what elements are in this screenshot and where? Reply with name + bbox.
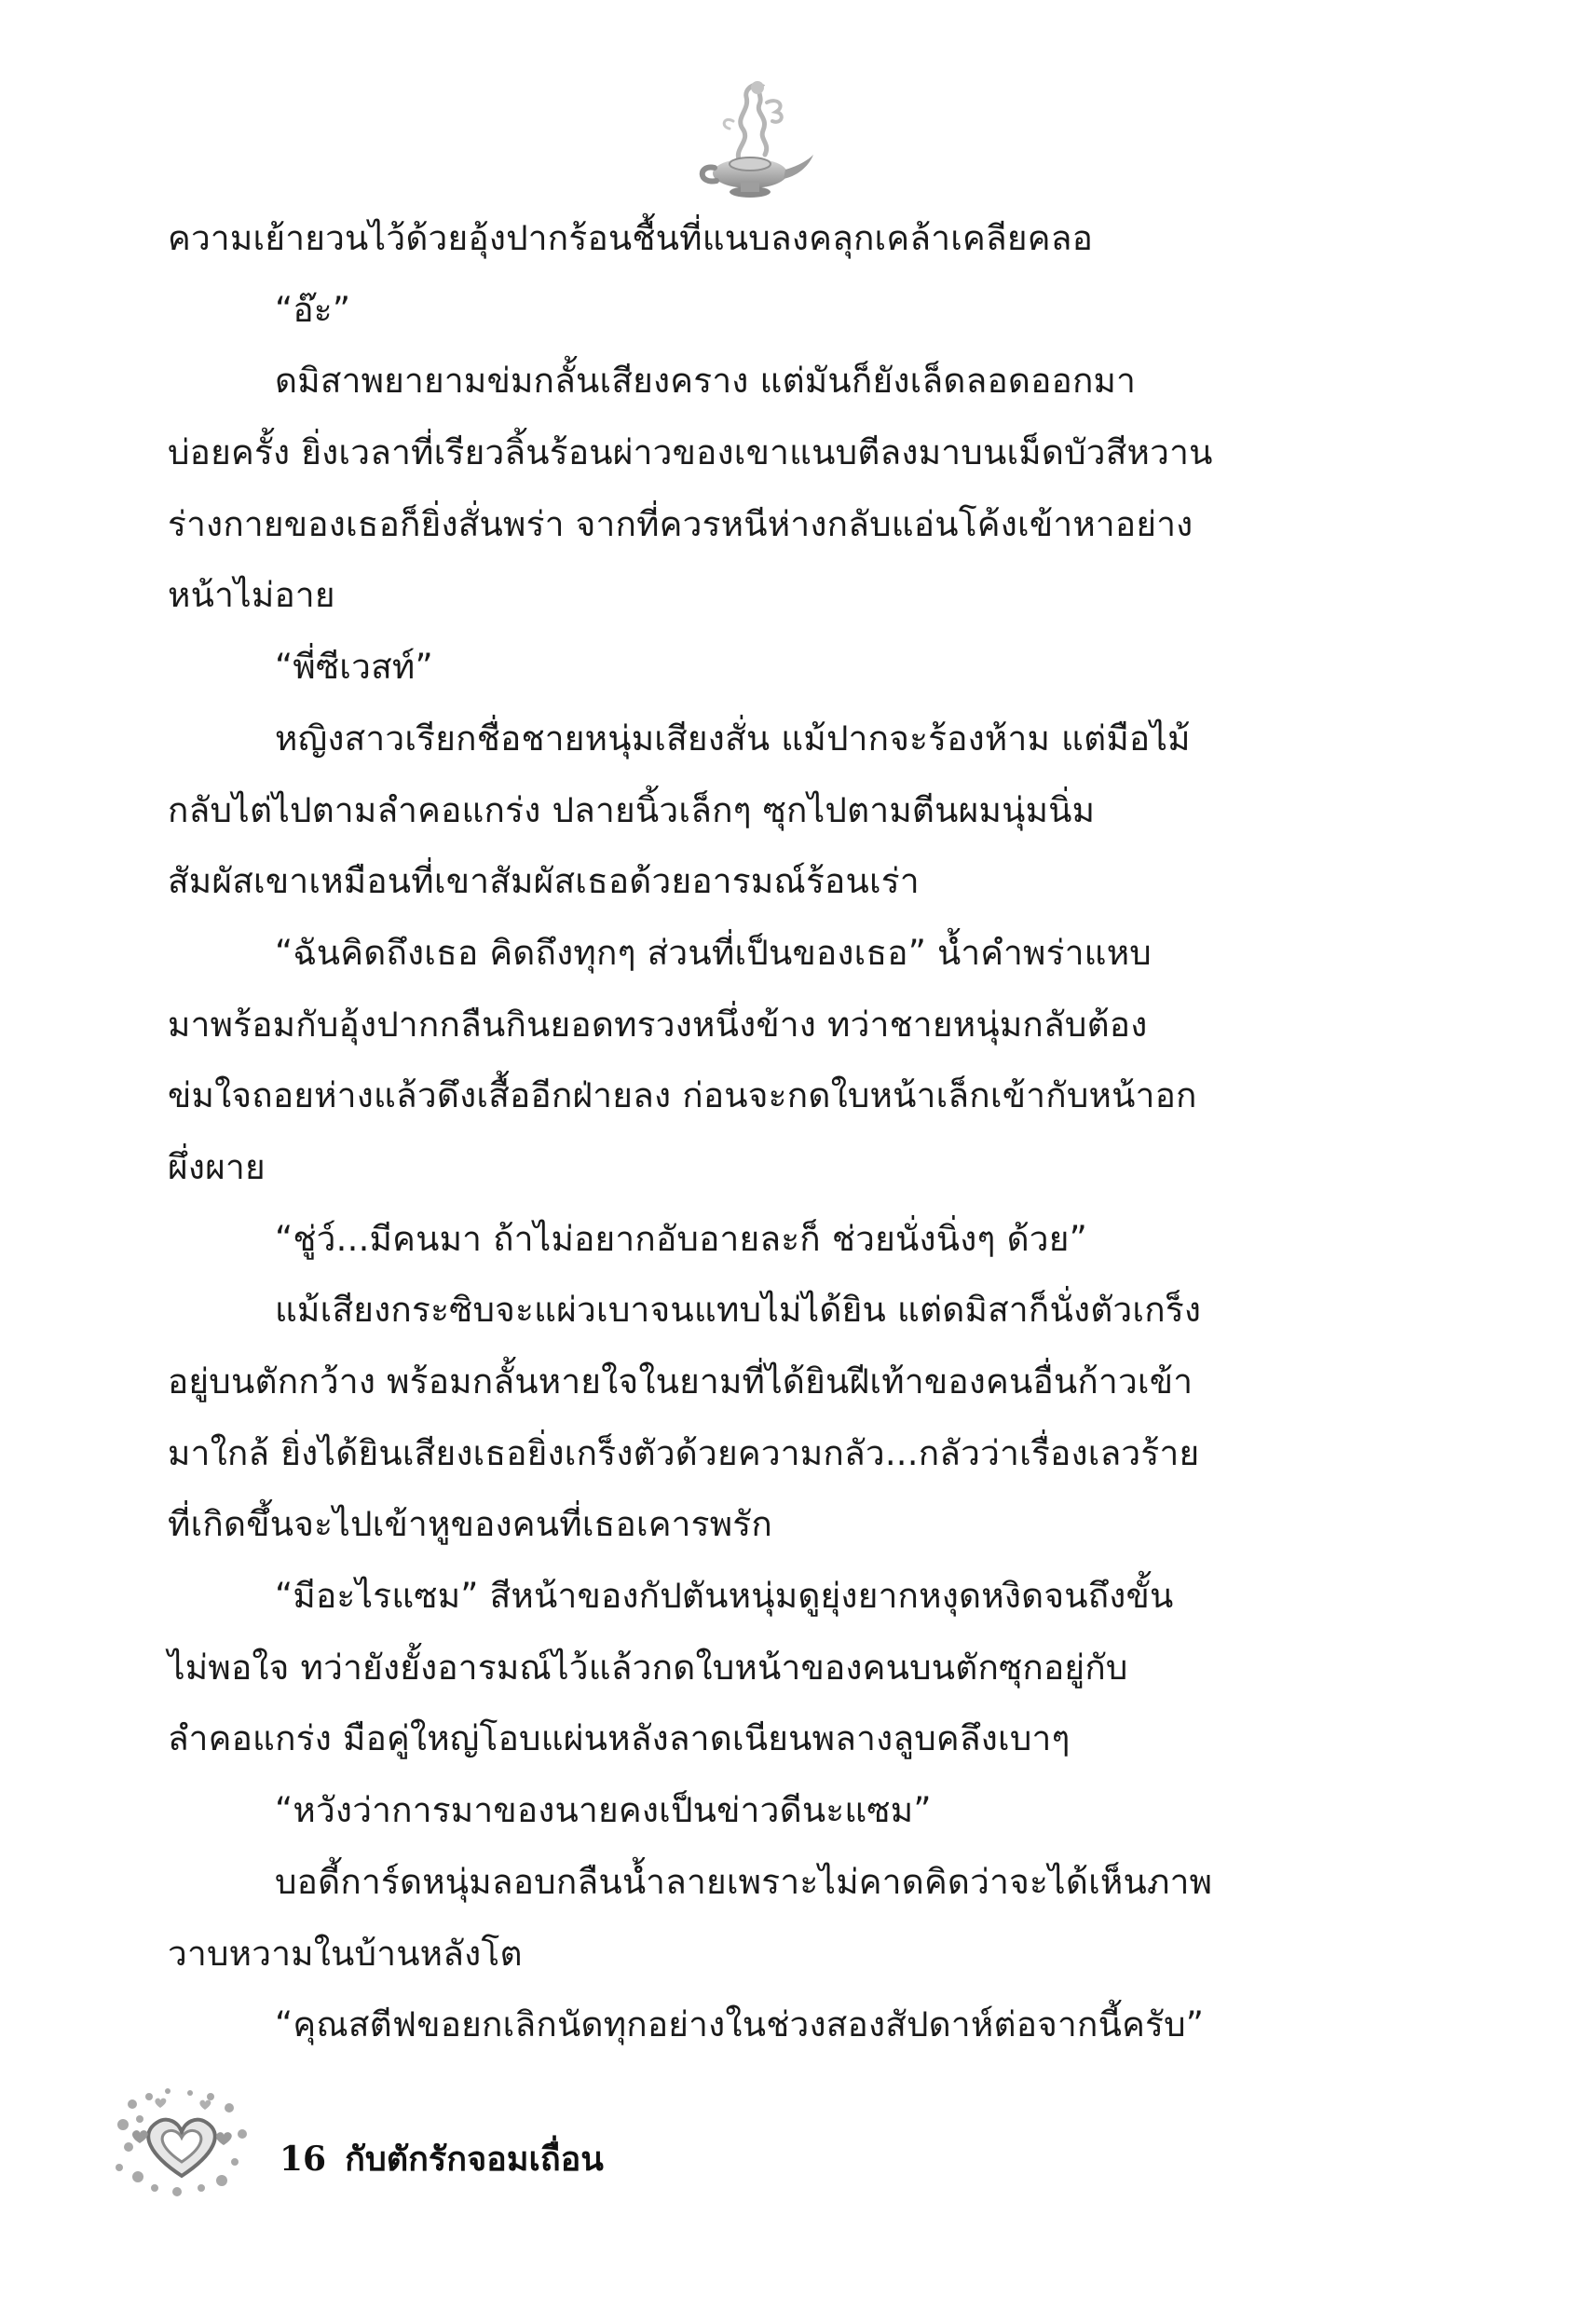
footer-label — [280, 2132, 604, 2185]
text-line: มาพร้อมกับอุ้งปากกลืนกินยอดทรวงหนึ่งข้าง ทว่าชายหนุ่มกลับต้อง — [168, 1004, 1148, 1045]
text-line: “มีอะไรแซม” สีหน้าของกัปตันหนุ่มดูยุ่งยากหงุดหงิดจนถึงขั้น — [275, 1576, 1174, 1617]
text-line: ผึ่งผาย — [168, 1146, 266, 1187]
text-line: วาบหวามในบ้านหลังโต — [168, 1933, 523, 1974]
body-text — [168, 203, 1337, 2061]
text-line: ไม่พอใจ ทว่ายังยั้งอารมณ์ไว้แล้วกดใบหน้าของคนบนตักซุกอยู่กับ — [168, 1647, 1128, 1688]
text-line: ที่เกิดขึ้นจะไปเข้าหูของคนที่เธอเคารพรัก — [168, 1504, 772, 1545]
text-line: ลำคอแกร่ง มือคู่ใหญ่โอบแผ่นหลังลาดเนียนพลางลูบคลึงเบาๆ — [168, 1718, 1071, 1759]
text-line: “พี่ซีเวสท์” — [275, 647, 433, 688]
text-line: ความเย้ายวนไว้ด้วยอุ้งปากร้อนชื้นที่แนบลงคลุกเคล้าเคลียคลอ — [168, 218, 1093, 258]
text-line: บอดี้การ์ดหนุ่มลอบกลืนน้ำลายเพราะไม่คาดคิดว่าจะได้เห็นภาพ — [275, 1861, 1213, 1902]
text-line: “ชู่ว์...มีคนมา ถ้าไม่อยากอับอายละก็ ช่วยนั่งนิ่งๆ ด้วย” — [275, 1218, 1088, 1259]
text-line: กลับไต่ไปตามลำคอแกร่ง ปลายนิ้วเล็กๆ ซุกไปตามตีนผมนุ่มนิ่ม — [168, 789, 1096, 830]
text-line: “อ๊ะ” — [275, 289, 351, 330]
genie-lamp-icon — [685, 75, 815, 205]
book-title: กับตักรักจอมเถื่อน — [345, 2140, 604, 2179]
text-line: หน้าไม่อาย — [168, 575, 335, 616]
page-number: 16 — [280, 2140, 327, 2179]
text-line: ร่างกายของเธอก็ยิ่งสั่นพร่า จากที่ควรหนีห่างกลับแอ่นโค้งเข้าหาอย่าง — [168, 503, 1194, 544]
text-line: อยู่บนตักกว้าง พร้อมกลั้นหายใจในยามที่ได้ยินฝีเท้าของคนอื่นก้าวเข้า — [168, 1361, 1194, 1402]
page-footer — [112, 2087, 857, 2199]
text-line: “ฉันคิดถึงเธอ คิดถึงทุกๆ ส่วนที่เป็นของเธอ” น้ำคำพร่าแหบ — [275, 932, 1152, 973]
text-line: หญิงสาวเรียกชื่อชายหนุ่มเสียงสั่น แม้ปากจะร้องห้าม แต่มือไม้ — [275, 718, 1191, 759]
text-line: ดมิสาพยายามข่มกลั้นเสียงคราง แต่มันก็ยังเล็ดลอดออกมา — [275, 361, 1137, 402]
text-line: “หวังว่าการมาของนายคงเป็นข่าวดีนะแซม” — [275, 1790, 932, 1831]
text-line: แม้เสียงกระซิบจะแผ่วเบาจนแทบไม่ได้ยิน แต่ดมิสาก็นั่งตัวเกร็ง — [275, 1290, 1202, 1331]
text-line: “คุณสตีฟขอยกเลิกนัดทุกอย่างในช่วงสองสัปดาห์ต่อจากนี้ครับ” — [275, 2004, 1205, 2045]
hearts-ornament-icon — [112, 2087, 252, 2199]
text-line: มาใกล้ ยิ่งได้ยินเสียงเธอยิ่งเกร็งตัวด้วยความกลัว...กลัวว่าเรื่องเลวร้าย — [168, 1432, 1200, 1473]
text-line: บ่อยครั้ง ยิ่งเวลาที่เรียวลิ้นร้อนผ่าวของเขาแนบตีลงมาบนเม็ดบัวสีหวาน — [168, 432, 1213, 473]
text-line: ข่มใจถอยห่างแล้วดึงเสื้ออีกฝ่ายลง ก่อนจะกดใบหน้าเล็กเข้ากับหน้าอก — [168, 1075, 1197, 1116]
text-line: สัมผัสเขาเหมือนที่เขาสัมผัสเธอด้วยอารมณ์ร้อนเร่า — [168, 861, 920, 902]
